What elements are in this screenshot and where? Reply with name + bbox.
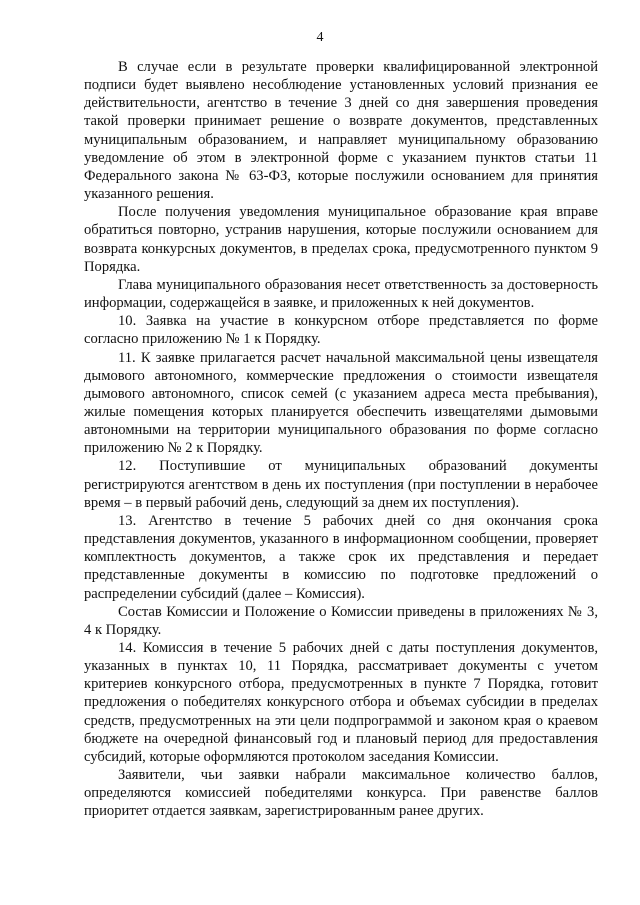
paragraph-item-14: 14. Комиссия в течение 5 рабочих дней с даты поступления документов, указанных в пунктах 10, 11 Порядка, рассматривает документы с учетом критериев конкурсного отбора, предусмотренных в пункте 7 Порядка, готовит предложения о победителях конкурсного отбора и объемах субсидии в пределах средств, предусмотренных на эти цели подпрограммой и законом края о краевом бюджете на очередной финансовый год и плановый период для предоставления субсидий, которые оформляются протоколом заседания Комиссии. xyxy=(84,640,598,765)
paragraph-winners: Заявители, чьи заявки набрали максимальное количество баллов, определяются комиссией победителями конкурса. При равенстве баллов приоритет отдается заявкам, зарегистрированным ранее других. xyxy=(84,767,598,820)
document-body xyxy=(84,58,598,821)
page-number: 4 xyxy=(316,30,324,45)
paragraph-signature-verification: В случае если в результате проверки квалифицированной электронной подписи будет выявлено несоблюдение установленных условий признания ее действительности, агентство в течение 3 дней со дня завершения проведения такой проверки принимает решение о возврате документов, представленных муниципальным образованием, и направляет муниципальному образованию уведомление об этом в электронной форме с указанием пунктов статьи 11 Федерального закона № 63-ФЗ, которые послужили основанием для принятия указанного решения. xyxy=(84,59,598,203)
paragraph-item-11: 11. К заявке прилагается расчет начальной максимальной цены извещателя дымового автономного, коммерческие предложения о стоимости извещателя дымового автономного, список семей (с указанием адреса места пребывания), жилые помещения которых планируется обеспечить извещателями дымовыми автономными на территории муниципального образования по форме согласно приложению № 2 к Порядку. xyxy=(84,349,598,457)
paragraph-resubmission: После получения уведомления муниципальное образование края вправе обратиться повторно, устранив нарушения, которые послужили основанием для возврата конкурсных документов, в пределах срока, предусмотренного пунктом 9 Порядка. xyxy=(84,204,598,275)
paragraph-item-13: 13. Агентство в течение 5 рабочих дней со дня окончания срока представления документов, указанного в информационном сообщении, проверяет комплектность документов, а также срок их представления и передает представленные документы в комиссию по подготовке предложений о распределении субсидий (далее – Комиссия). xyxy=(84,512,598,602)
paragraph-item-10: 10. Заявка на участие в конкурсном отборе представляется по форме согласно приложению № 1 к Порядку. xyxy=(84,313,598,348)
paragraph-item-12: 12. Поступившие от муниципальных образований документы регистрируются агентством в день их поступления (при поступлении в нерабочее время – в первый рабочий день, следующий за днем их поступления). xyxy=(84,458,598,511)
paragraph-head-responsibility: Глава муниципального образования несет ответственность за достоверность информации, содержащейся в заявке, и приложенных к ней документов. xyxy=(84,276,598,312)
paragraph-commission-composition: Состав Комиссии и Положение о Комиссии приведены в приложениях № 3, 4 к Порядку. xyxy=(84,603,598,638)
